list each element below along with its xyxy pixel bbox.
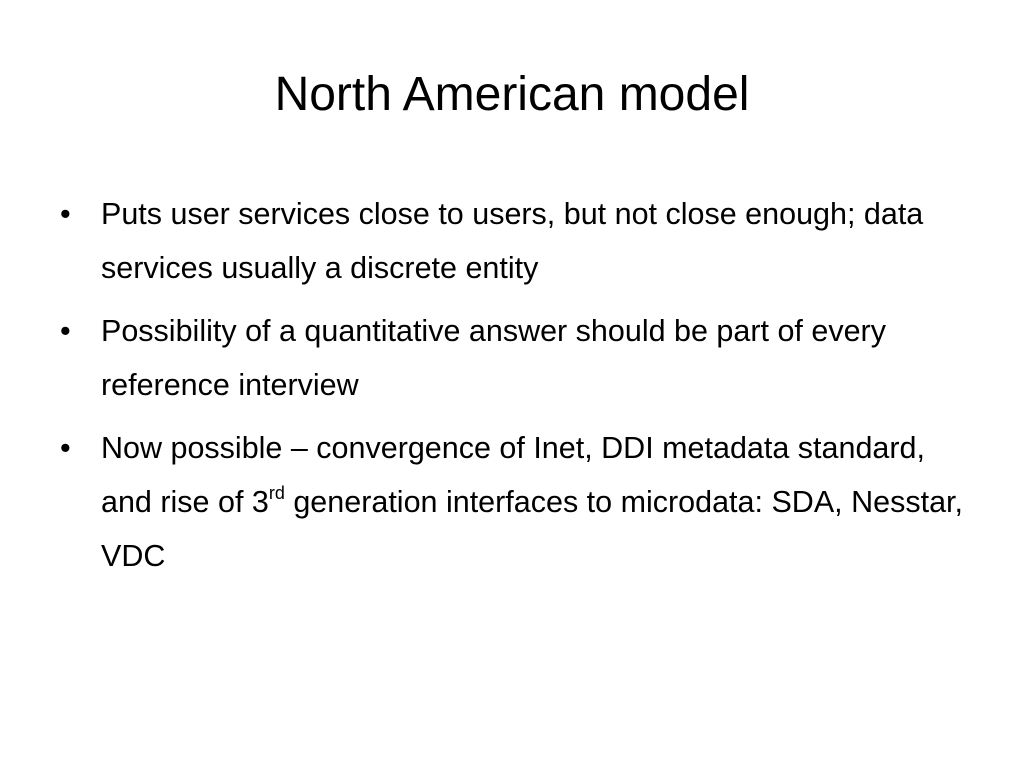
bullet-text <box>101 431 963 573</box>
bullet-text: Puts user services close to users, but not close enough; data services usually a discrete entity <box>101 197 924 285</box>
ordinal-superscript: rd <box>268 482 285 503</box>
bullet-item <box>60 304 970 412</box>
bullet-icon: • <box>60 197 71 231</box>
bullet-icon: • <box>60 314 71 348</box>
bullet-text-part: generation interfaces to microdata: SDA, Nesstar, VDC <box>101 485 963 573</box>
bullet-item <box>60 187 970 295</box>
bullet-item <box>60 421 970 583</box>
bullet-text-part: Now possible – convergence of Inet, DDI metadata standard, and rise of 3 <box>101 431 925 519</box>
bullet-text: Possibility of a quantitative answer should be part of every reference interview <box>101 314 886 402</box>
bullet-icon: • <box>60 431 71 465</box>
bullet-list <box>60 187 970 592</box>
slide-title: North American model <box>274 68 750 121</box>
